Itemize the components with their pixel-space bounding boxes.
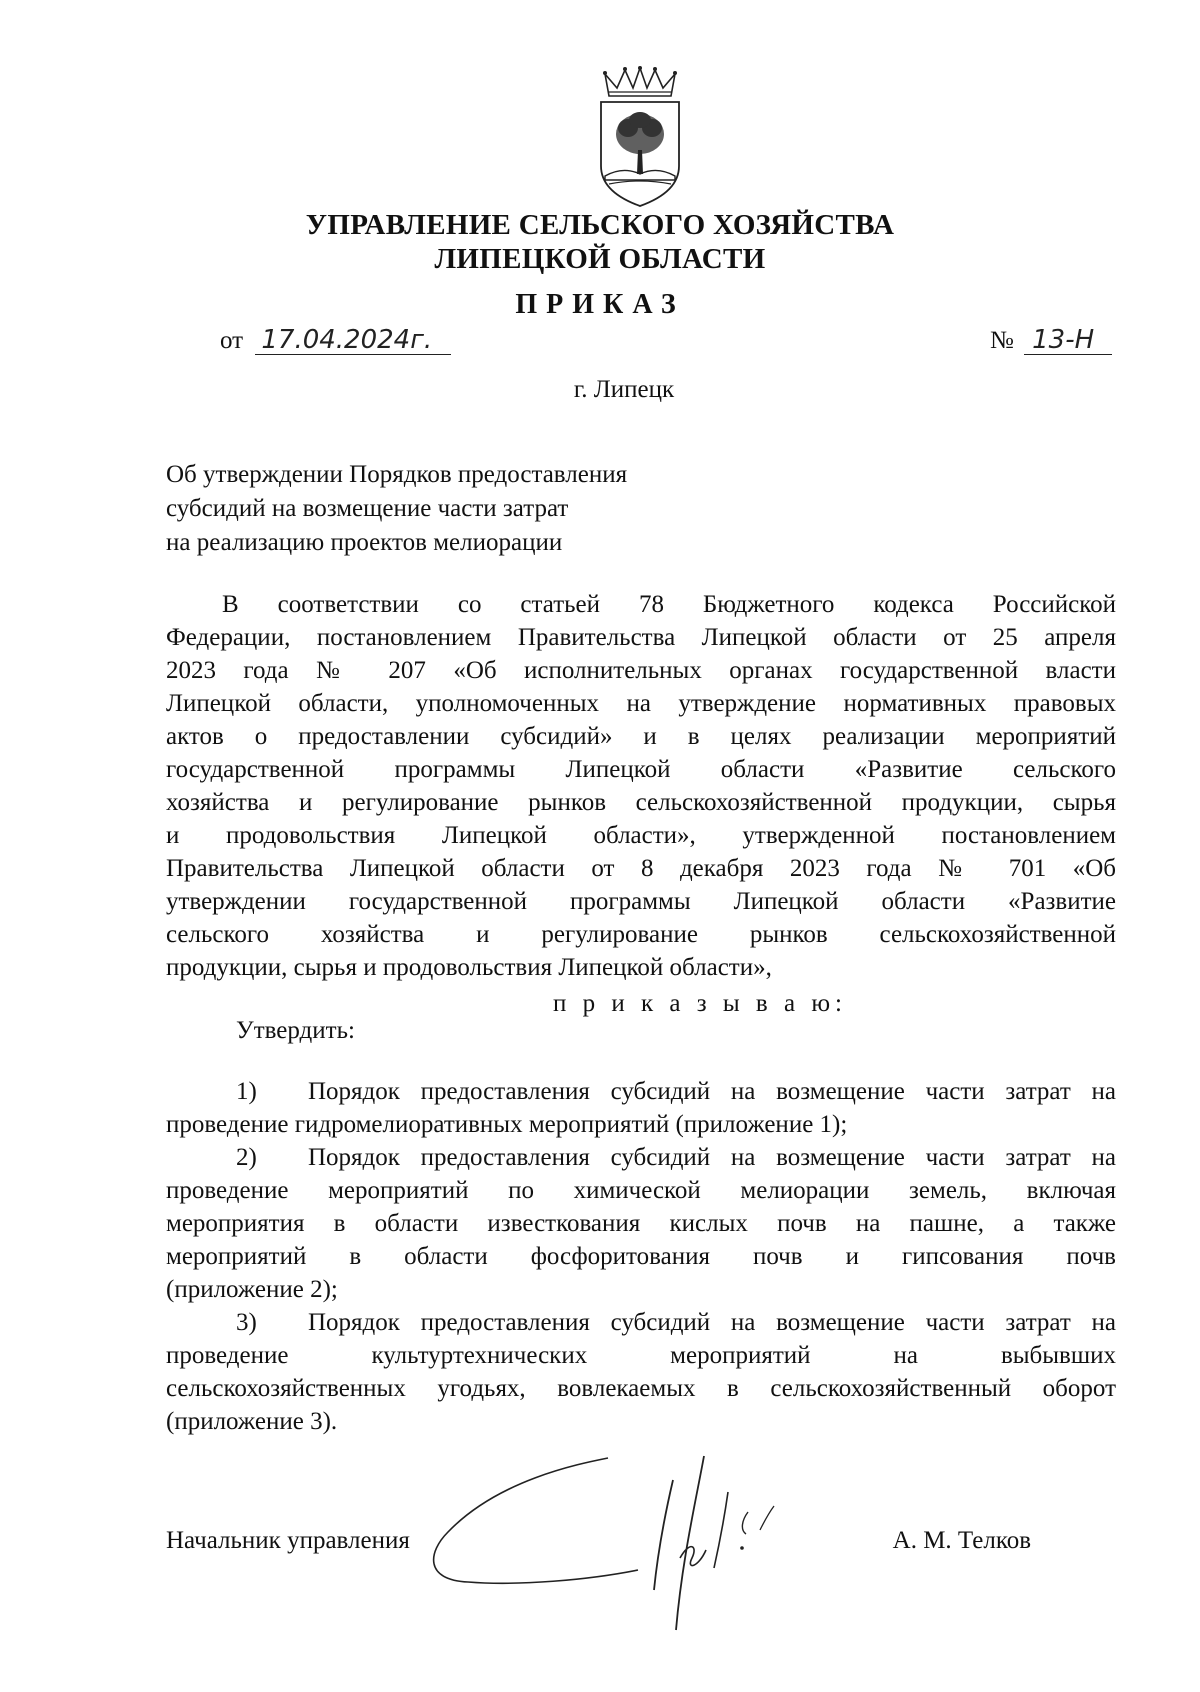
date-value: 17.04.2024г. [255, 326, 451, 355]
item-line: проведение мероприятий по химической мелиорации земель, включая [166, 1177, 1116, 1204]
preamble-line: государственной программы Липецкой области «Развитие сельского [166, 756, 1116, 783]
preamble-line: сельского хозяйства и регулирование рынков сельскохозяйственной [166, 921, 1116, 948]
document-type-title: ПРИКАЗ [515, 289, 685, 320]
preamble-line: хозяйства и регулирование рынков сельскохозяйственной продукции, сырья [166, 789, 1116, 816]
item-line: Порядок предоставления субсидий на возмещение части затрат на [308, 1078, 1116, 1105]
preamble-line: Липецкой области, уполномоченных на утверждение нормативных правовых [166, 690, 1116, 717]
document-subject [166, 458, 627, 560]
list-item [166, 1141, 1116, 1306]
item-line: Порядок предоставления субсидий на возмещение части затрат на [308, 1144, 1116, 1171]
item-line: (приложение 2); [166, 1276, 338, 1303]
preamble-line: утверждении государственной программы Липецкой области «Развитие [166, 888, 1116, 915]
item-line: проведение гидромелиоративных мероприятий (приложение 1); [166, 1111, 848, 1138]
document-city: г. Липецк [573, 376, 675, 403]
lipetsk-coat-of-arms-icon [595, 66, 685, 214]
item-number: 1) [236, 1078, 257, 1105]
item-line: мероприятий в области фосфоритования почв и гипсования почв [166, 1243, 1116, 1270]
approved-items-list [166, 1075, 1116, 1438]
item-line: проведение культуртехнических мероприятий на выбывших [166, 1342, 1116, 1369]
item-number: 3) [236, 1309, 257, 1336]
number-prefix: № [990, 327, 1014, 354]
preamble-line: 2023 года № 207 «Об исполнительных органах государственной власти [166, 657, 1116, 684]
list-item [166, 1075, 1116, 1141]
preamble-line: продукции, сырья и продовольствия Липецкой области», [166, 954, 772, 981]
item-line: сельскохозяйственных угодьях, вовлекаемых в сельскохозяйственный оборот [166, 1375, 1116, 1402]
handwritten-signature-icon [428, 1440, 858, 1640]
organization-name-line-2: ЛИПЕЦКОЙ ОБЛАСТИ [434, 243, 766, 275]
item-line: мероприятия в области известкования кислых почв на пашне, а также [166, 1210, 1116, 1237]
subject-line: на реализацию проектов мелиорации [166, 529, 563, 556]
decree-word: п р и к а з ы в а ю: [553, 990, 847, 1017]
document-number [990, 326, 1112, 355]
approve-label: Утвердить: [236, 1017, 355, 1044]
preamble-line: Федерации, постановлением Правительства Липецкой области от 25 апреля [166, 624, 1116, 651]
list-item [166, 1306, 1116, 1438]
item-line: (приложение 3). [166, 1408, 338, 1435]
signatory-title: Начальник управления [166, 1527, 410, 1554]
preamble-line: и продовольствия Липецкой области», утвержденной постановлением [166, 822, 1116, 849]
preamble-paragraph [166, 588, 1116, 984]
subject-line: субсидий на возмещение части затрат [166, 495, 569, 522]
item-number: 2) [236, 1144, 257, 1171]
preamble-line: В соответствии со статьей 78 Бюджетного кодекса Российской [222, 591, 1116, 618]
preamble-line: Правительства Липецкой области от 8 декабря 2023 года № 701 «Об [166, 855, 1116, 882]
organization-name-line-1: УПРАВЛЕНИЕ СЕЛЬСКОГО ХОЗЯЙСТВА [305, 209, 895, 241]
item-line: Порядок предоставления субсидий на возмещение части затрат на [308, 1309, 1116, 1336]
document-date [220, 326, 451, 355]
subject-line: Об утверждении Порядков предоставления [166, 461, 628, 488]
preamble-line: актов о предоставлении субсидий» и в целях реализации мероприятий [166, 723, 1116, 750]
number-value: 13-Н [1024, 326, 1112, 355]
date-prefix: от [220, 327, 244, 354]
signatory-name: А. М. Телков [892, 1527, 1031, 1554]
